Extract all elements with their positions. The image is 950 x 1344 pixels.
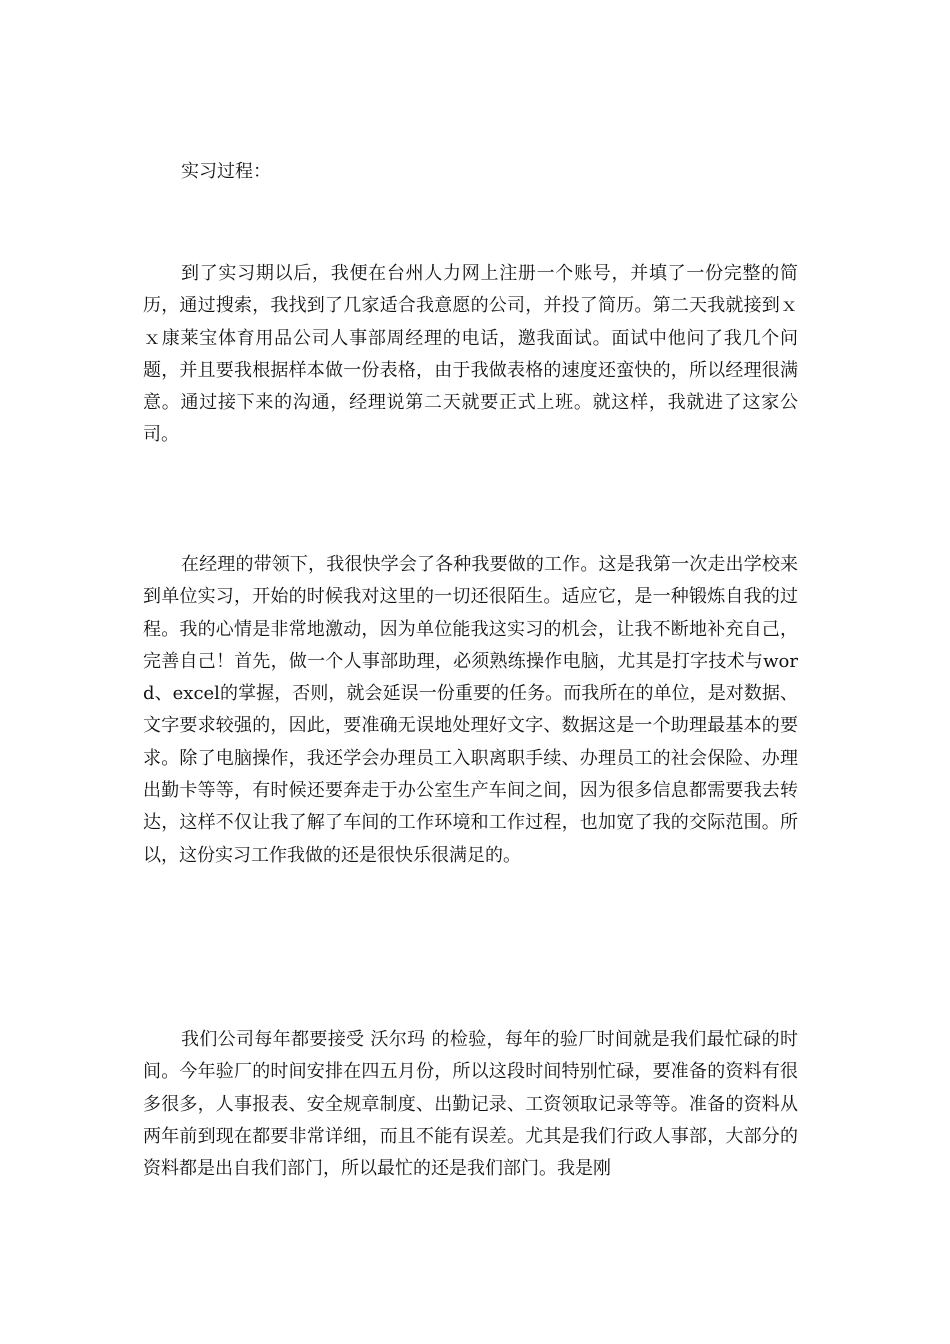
paragraph-work-learning: 在经理的带领下，我很快学会了各种我要做的工作。这是我第一次走出学校来到单位实习，开始的时候我对这里的一切还很陌生。适应它，是一种锻炼自我的过程。我的心情是非常地激动，因为单位能我这实习的机会，让我不断地补充自己，完善自己！首先，做一个人事部助理，必须熟练操作电脑，尤其是打字技术与word、excel的掌握，否则，就会延误一份重要的任务。而我所在的单位，是对数据、文字要求较强的，因此，要准确无误地处理好文字、数据这是一个助理最基本的要求。除了电脑操作，我还学会办理员工入职离职手续、办理员工的社会保险、办理出勤卡等等，有时候还要奔走于办公室生产车间之间，因为很多信息都需要我去转达，这样不仅让我了解了车间的工作环境和工作过程，也加宽了我的交际范围。所以，这份实习工作我做的还是很快乐很满足的。 — [143, 554, 798, 866]
paragraph-job-search: 到了实习期以后，我便在台州人力网上注册一个账号，并填了一份完整的简历，通过搜索，我找到了几家适合我意愿的公司，并投了简历。第二天我就接到ｘｘ康莱宝体育用品公司人事部周经理的电话，邀我面试。面试中他问了我几个问题，并且要我根据样本做一份表格，由于我做表格的速度还蛮快的，所以经理很满意。通过接下来的沟通，经理说第二天就要正式上班。就这样，我就进了这家公司。 — [143, 263, 798, 446]
paragraph-factory-audit: 我们公司每年都要接受 沃尔玛 的检验，每年的验厂时间就是我们最忙碌的时间。今年验厂的时间安排在四五月份，所以这段时间特别忙碌，要准备的资料有很多很多，人事报表、安全规章制度、出勤记录、工资领取记录等等。准备的资料从两年前到现在都要非常详细，而且不能有误差。尤其是我们行政人事部，大部分的资料都是出自我们部门，所以最忙的还是我们部门。我是刚 — [143, 1029, 798, 1180]
section-heading: 实习过程： — [181, 161, 271, 182]
